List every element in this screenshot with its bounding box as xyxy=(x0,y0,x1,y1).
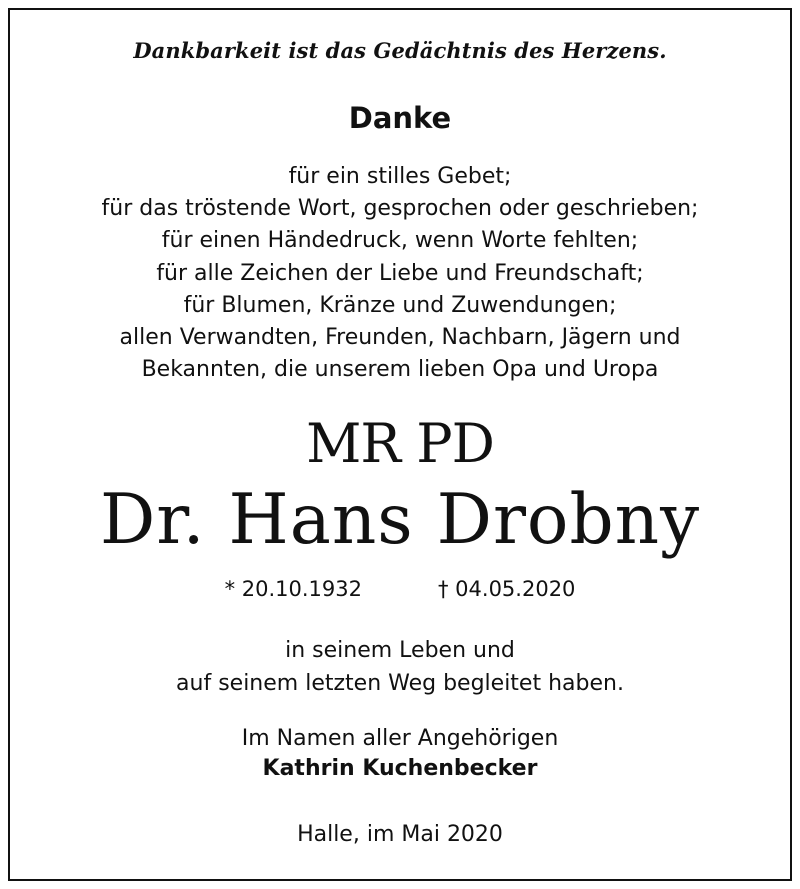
life-dates xyxy=(0,577,800,601)
thanks-line: Bekannten, die unserem lieben Opa und Uropa xyxy=(141,357,659,383)
notice-title: Danke xyxy=(348,101,452,135)
closing-line: auf seinem letzten Weg begleitet haben. xyxy=(176,671,624,696)
thanks-line: für alle Zeichen der Liebe und Freundschaft; xyxy=(156,260,644,286)
thanks-line: für Blumen, Kränze und Zuwendungen; xyxy=(183,292,617,318)
birth-date: * 20.10.1932 xyxy=(224,577,362,601)
signature-intro: Im Namen aller Angehörigen xyxy=(241,726,559,751)
signature-block xyxy=(0,724,800,784)
deceased-honorific: MR PD xyxy=(306,412,494,475)
motto-quote: Dankbarkeit ist das Gedächtnis des Herzens. xyxy=(133,38,667,63)
thanks-line: für ein stilles Gebet; xyxy=(288,164,512,189)
signer-name: Kathrin Kuchenbecker xyxy=(262,756,538,781)
thanks-line: für einen Händedruck, wenn Worte fehlten; xyxy=(161,228,639,254)
closing-text xyxy=(0,634,800,700)
thanks-line: allen Verwandten, Freunden, Nachbarn, Jägern und xyxy=(119,324,681,350)
place-date: Halle, im Mai 2020 xyxy=(297,822,503,847)
closing-line: in seinem Leben und xyxy=(285,638,515,663)
thanks-line: für das tröstende Wort, gesprochen oder geschrieben; xyxy=(101,196,699,222)
death-date: † 04.05.2020 xyxy=(438,577,576,601)
thanks-list xyxy=(0,161,800,386)
deceased-name: Dr. Hans Drobny xyxy=(99,480,701,560)
